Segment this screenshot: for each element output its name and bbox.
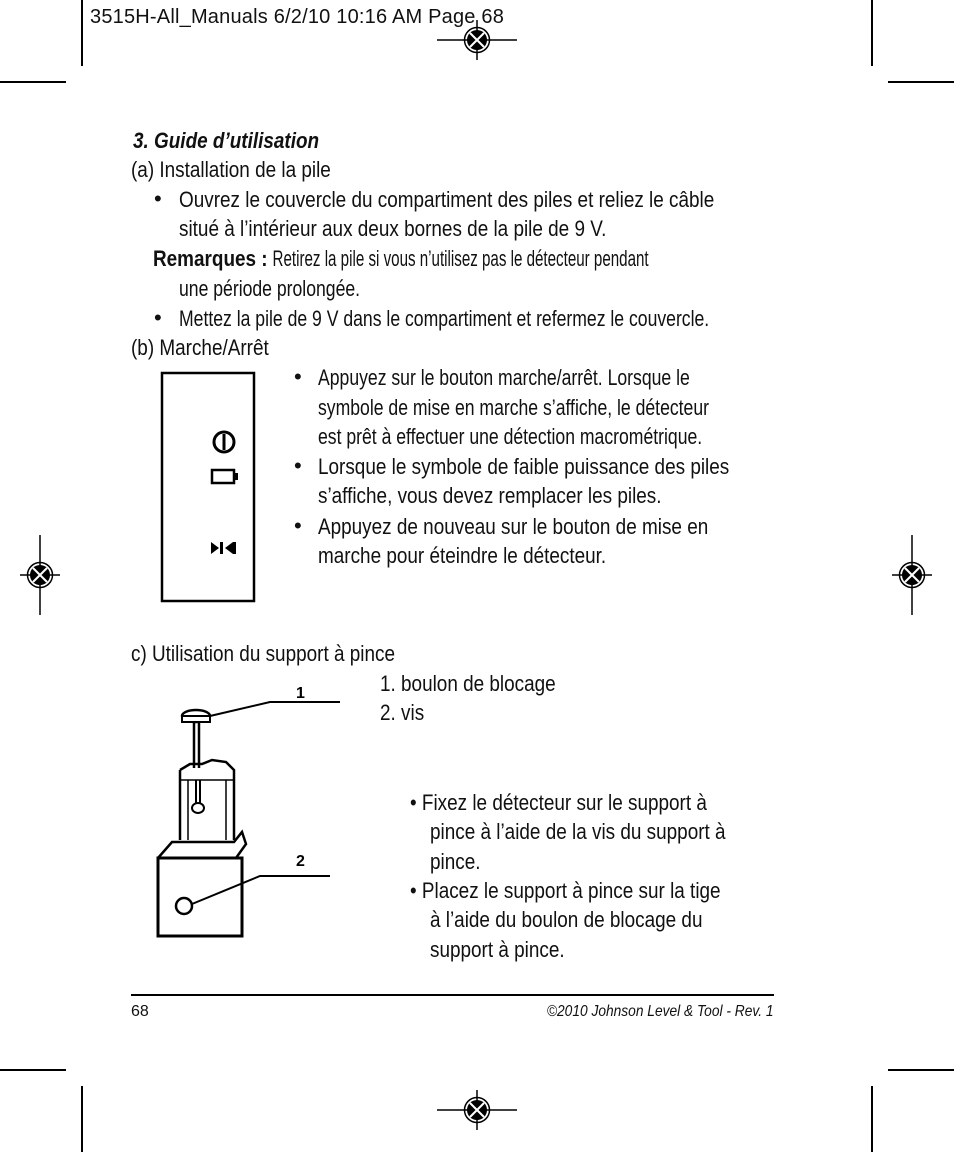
- subsection-a-title: (a) Installation de la pile: [131, 157, 331, 182]
- crop-mark: [888, 81, 954, 83]
- crop-mark: [81, 1086, 83, 1152]
- crop-mark: [0, 81, 66, 83]
- bullet-marker: •: [294, 453, 302, 478]
- c-bullet1-line2: pince à l’aide de la vis du support à: [430, 819, 726, 844]
- remarks-line1: Retirez la pile si vous n’utilisez pas le détecteur pendant: [272, 246, 649, 271]
- crop-mark: [0, 1069, 66, 1071]
- print-slug: 3515H-All_Manuals 6/2/10 10:16 AM Page 68: [90, 6, 505, 28]
- copyright: ©2010 Johnson Level & Tool - Rev. 1: [547, 1003, 774, 1020]
- c-bullet2-line1: • Placez le support à pince sur la tige: [410, 878, 721, 903]
- crop-mark: [871, 0, 873, 66]
- b-bullet1-line3: est prêt à effectuer une détection macrométrique.: [318, 424, 703, 449]
- a-bullet1-line1: Ouvrez le couvercle du compartiment des piles et reliez le câble: [179, 187, 715, 212]
- c-bullet2-line3: support à pince.: [430, 937, 565, 962]
- bullet-marker: •: [294, 513, 302, 538]
- footer-rule: [131, 994, 774, 996]
- crop-mark: [871, 1086, 873, 1152]
- b-bullet2-line1: Lorsque le symbole de faible puissance des piles: [318, 454, 730, 479]
- page-number: 68: [131, 1003, 149, 1020]
- c-legend1: 1. boulon de blocage: [380, 671, 556, 696]
- b-bullet3-line2: marche pour éteindre le détecteur.: [318, 543, 607, 568]
- b-bullet1-line2: symbole de mise en marche s’affiche, le détecteur: [318, 395, 709, 420]
- a-bullet2: Mettez la pile de 9 V dans le compartiment et refermez le couvercle.: [179, 306, 710, 331]
- b-bullet1-line1: Appuyez sur le bouton marche/arrêt. Lorsque le: [318, 365, 690, 390]
- c-bullet2-line2: à l’aide du boulon de blocage du: [430, 907, 703, 932]
- bullet-marker: •: [294, 364, 302, 389]
- c-legend2: 2. vis: [380, 700, 425, 725]
- registration-mark-icon: [892, 535, 932, 615]
- c-bullet1-line3: pince.: [430, 849, 481, 874]
- subsection-c-title: c) Utilisation du support à pince: [131, 641, 395, 666]
- bullet-marker: •: [154, 305, 162, 330]
- b-bullet2-line2: s’affiche, vous devez remplacer les piles.: [318, 483, 662, 508]
- callout-2: 2: [296, 853, 305, 870]
- registration-mark-icon: [20, 535, 60, 615]
- a-remarks: [153, 244, 743, 274]
- remarks-label: Remarques :: [153, 246, 268, 271]
- detector-panel-illustration: [158, 370, 258, 606]
- section-title: 3. Guide d’utilisation: [133, 128, 320, 153]
- bullet-marker: •: [154, 186, 162, 211]
- callout-1: 1: [296, 685, 305, 702]
- crop-mark: [81, 0, 83, 66]
- clamp-bracket-illustration: [150, 680, 340, 942]
- b-bullet3-line1: Appuyez de nouveau sur le bouton de mise en: [318, 514, 709, 539]
- c-bullet1-line1: • Fixez le détecteur sur le support à: [410, 790, 707, 815]
- registration-mark-icon: [437, 20, 517, 60]
- subsection-b-title: (b) Marche/Arrêt: [131, 335, 269, 360]
- a-remarks-line2: une période prolongée.: [179, 276, 361, 301]
- crop-mark: [888, 1069, 954, 1071]
- registration-mark-icon: [437, 1090, 517, 1130]
- a-bullet1-line2: situé à l’intérieur aux deux bornes de la pile de 9 V.: [179, 216, 607, 241]
